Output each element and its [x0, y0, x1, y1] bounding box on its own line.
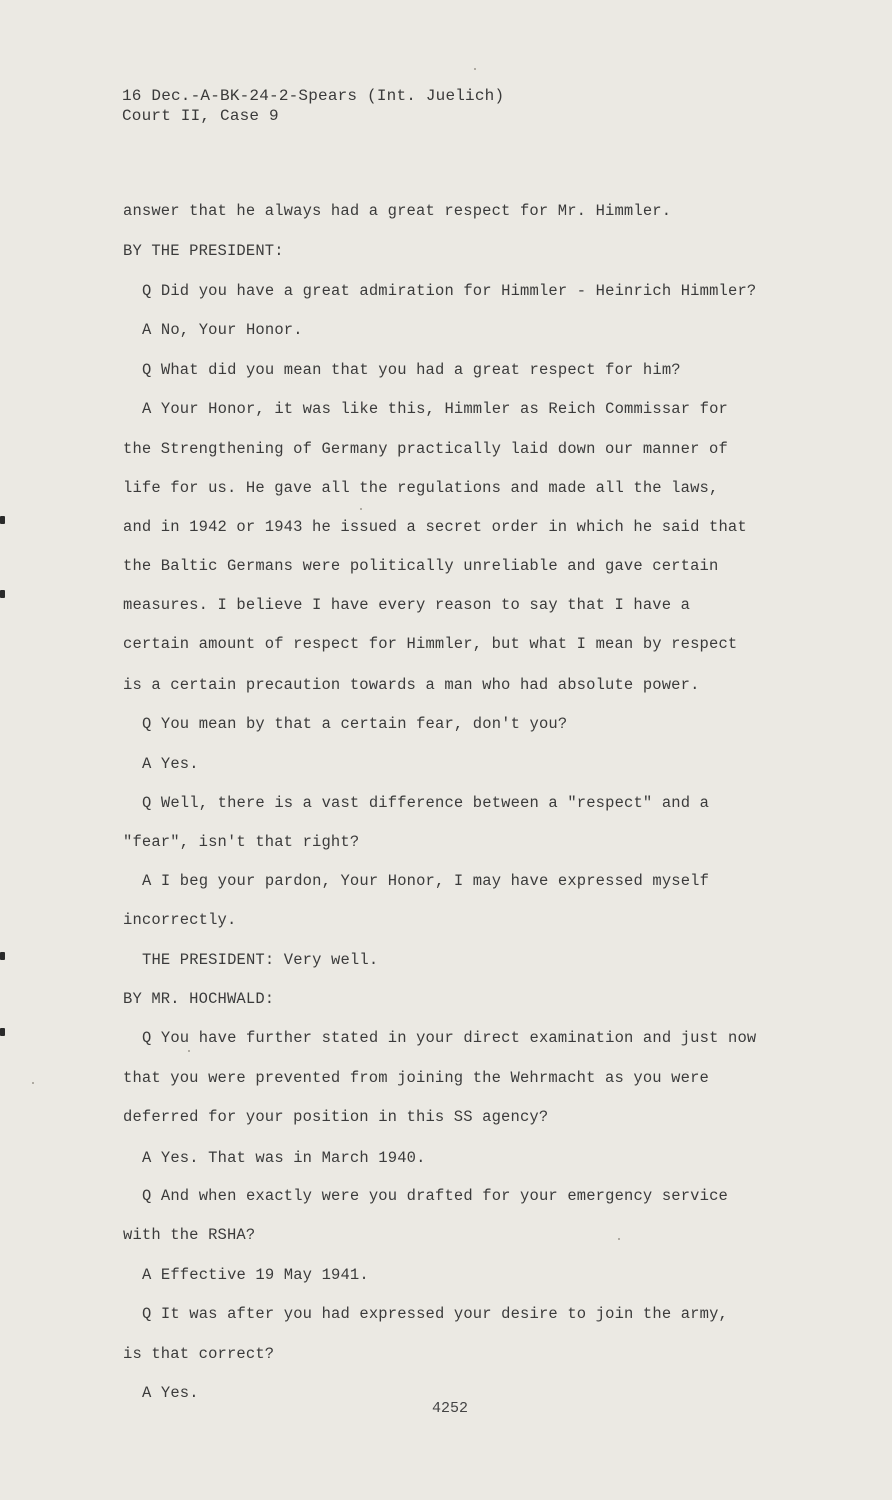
transcript-line: measures. I believe I have every reason to say that I have a [123, 596, 691, 614]
question-line: Q You have further stated in your direct examination and just now [142, 1029, 757, 1047]
transcript-line: is that correct? [123, 1345, 275, 1363]
question-line: Q And when exactly were you drafted for your emergency service [142, 1187, 728, 1205]
paper-speck [474, 68, 476, 70]
binding-hole-mark [0, 590, 5, 598]
answer-line: A Your Honor, it was like this, Himmler as Reich Commissar for [142, 400, 728, 418]
transcript-line: deferred for your position in this SS agency? [123, 1108, 549, 1126]
speaker-heading: BY MR. HOCHWALD: [123, 990, 275, 1008]
page-number: 4252 [432, 1400, 469, 1417]
answer-line: A Yes. That was in March 1940. [142, 1149, 426, 1167]
answer-line: A Yes. [142, 755, 199, 773]
transcript-line: life for us. He gave all the regulations and made all the laws, [123, 479, 719, 497]
question-line: Q What did you mean that you had a great respect for him? [142, 361, 681, 379]
transcript-line: the Strengthening of Germany practically laid down our manner of [123, 440, 728, 458]
question-line: Q Well, there is a vast difference between a "respect" and a [142, 794, 710, 812]
answer-line: A Effective 19 May 1941. [142, 1266, 369, 1284]
answer-line: A Yes. [142, 1384, 199, 1402]
paper-speck [360, 508, 362, 510]
transcript-line: with the RSHA? [123, 1226, 256, 1244]
transcript-line: that you were prevented from joining the Wehrmacht as you were [123, 1069, 709, 1087]
paper-speck [188, 1050, 190, 1052]
transcript-line: incorrectly. [123, 911, 237, 929]
answer-line: A I beg your pardon, Your Honor, I may have expressed myself [142, 872, 710, 890]
binding-hole-mark [0, 1028, 5, 1036]
speaker-line: THE PRESIDENT: Very well. [142, 951, 379, 969]
question-line: Q Did you have a great admiration for Himmler - Heinrich Himmler? [142, 282, 757, 300]
transcript-line: is a certain precaution towards a man who had absolute power. [123, 676, 700, 694]
paper-speck [618, 1238, 620, 1240]
paper-speck [32, 1082, 34, 1084]
question-line: Q It was after you had expressed your desire to join the army, [142, 1305, 728, 1323]
transcript-line: the Baltic Germans were politically unreliable and gave certain [123, 557, 719, 575]
question-line: Q You mean by that a certain fear, don't you? [142, 715, 568, 733]
header-court-line: Court II, Case 9 [122, 107, 279, 125]
header-reference-line: 16 Dec.-A-BK-24-2-Spears (Int. Juelich) [122, 87, 505, 105]
binding-hole-mark [0, 952, 5, 960]
speaker-heading: BY THE PRESIDENT: [123, 242, 284, 260]
transcript-line: and in 1942 or 1943 he issued a secret order in which he said that [123, 518, 747, 536]
transcript-line: certain amount of respect for Himmler, but what I mean by respect [123, 635, 738, 653]
transcript-line: answer that he always had a great respect for Mr. Himmler. [123, 202, 672, 220]
answer-line: A No, Your Honor. [142, 321, 303, 339]
binding-hole-mark [0, 516, 5, 524]
transcript-line: "fear", isn't that right? [123, 833, 360, 851]
document-header [122, 86, 504, 126]
